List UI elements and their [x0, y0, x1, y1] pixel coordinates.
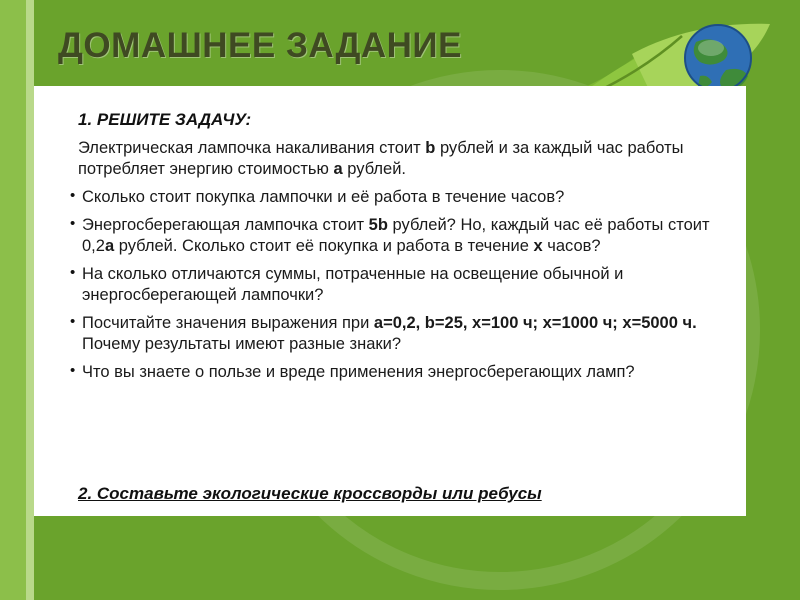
list-item	[68, 313, 728, 355]
list-item-emphasis: a=0,2, b=25, x=100 ч; x=1000 ч; x=5000 ч.	[373, 313, 697, 332]
list-item	[68, 362, 728, 383]
list-item-emphasis: a	[104, 237, 115, 256]
task-bullet-list	[42, 187, 742, 383]
page-title: ДОМАШНЕЕ ЗАДАНИЕ	[58, 26, 462, 65]
intro-var-a: a	[333, 160, 343, 179]
secondary-task-note: 2. Составьте экологические кроссворды или ребусы	[78, 484, 542, 503]
left-accent-stripe	[0, 0, 26, 600]
task-heading: 1. РЕШИТЕ ЗАДАЧУ:	[78, 110, 252, 129]
intro-text-1: Электрическая лампочка накаливания стоит	[78, 139, 426, 157]
list-item-text: рублей? Но, каждый час её работы стоит 0,2	[82, 216, 710, 256]
list-item	[68, 264, 728, 306]
list-item-text: Что вы знаете о пользе и вреде применения энергосберегающих ламп?	[82, 362, 635, 381]
task-intro-paragraph	[78, 138, 724, 180]
list-item-emphasis: x	[533, 237, 543, 256]
left-accent-stripe-inner	[26, 0, 34, 600]
list-item-text: Почему результаты имеют разные знаки?	[82, 334, 402, 353]
list-item-text: рублей. Сколько стоит её покупка и работа в течение	[114, 237, 534, 256]
list-item-text: Сколько стоит покупка лампочки и её работа в течение часов?	[82, 188, 565, 207]
list-item-emphasis: 5b	[368, 216, 388, 235]
intro-text-2: рублей и за каждый час работы потребляет энергию стоимостью	[78, 139, 684, 179]
list-item	[68, 187, 728, 208]
globe-earth-icon	[685, 25, 751, 91]
intro-var-b: b	[425, 139, 436, 157]
content-body	[42, 96, 742, 390]
list-item-text: часов?	[542, 237, 601, 256]
content-card	[34, 86, 746, 516]
list-item	[68, 215, 728, 257]
list-item-text: На сколько отличаются суммы, потраченные на освещение обычной и энергосберегающей лампочки?	[82, 265, 624, 305]
list-item-text: Энергосберегающая лампочка стоит	[82, 216, 369, 235]
list-item-text: Посчитайте значения выражения при	[82, 313, 374, 332]
intro-text-3: рублей.	[342, 160, 407, 179]
